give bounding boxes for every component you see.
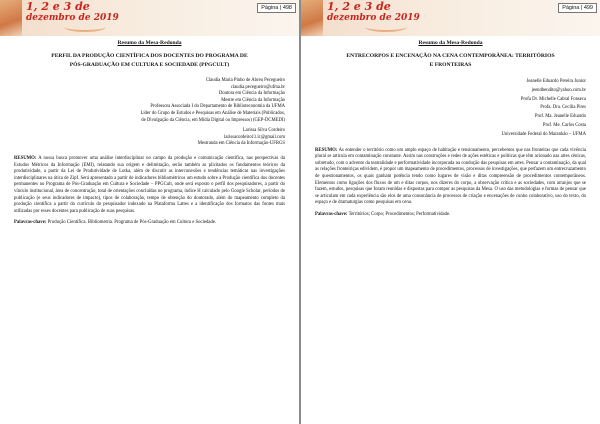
abstract bbox=[315, 148, 586, 207]
keywords-text: Produção Científica. Bibliometria. Programa de Pós-Graduação em Cultura e Sociedade. bbox=[47, 220, 217, 226]
keywords bbox=[14, 220, 285, 227]
document-page-left bbox=[0, 0, 299, 424]
paper-title bbox=[14, 52, 285, 70]
paper-title-line: PÓS-GRADUAÇÃO EM CULTURA E SOCIEDADE (PPGCULT) bbox=[69, 62, 230, 68]
section-title: Resumo da Mesa-Redonda bbox=[117, 40, 182, 46]
author-line: Doutora em Ciência da Informação bbox=[218, 91, 285, 97]
author-line: jeendbendito@yahoo.com.br bbox=[531, 87, 586, 93]
author-line: de Divulgação da Ciência, em Mídia Digital ou Impressos) (GEP-DCMEDI) bbox=[141, 117, 285, 123]
page-content bbox=[14, 40, 285, 227]
page-content bbox=[315, 40, 586, 219]
banner-swoosh bbox=[64, 22, 106, 32]
author-block bbox=[315, 78, 586, 140]
author-line: Professora Associada I do Departamento de Biblioteconomia da UFMA bbox=[150, 104, 285, 110]
author-line: claudia.pecegueiro@ufma.br bbox=[230, 84, 285, 90]
event-banner bbox=[301, 0, 600, 36]
abstract bbox=[14, 156, 285, 215]
page-number: Página | 498 bbox=[257, 3, 296, 13]
section-title: Resumo da Mesa-Redonda bbox=[418, 40, 483, 46]
author-line: Claudia Maria Pinho de Abreu Pecegueiro bbox=[205, 78, 285, 83]
abstract-text: A nossa busca promover uma análise interdisciplinar no campo da produção e comunicação científica, nas perspectivas da Estudos Métricos da Informação (EMI), relatando sua origem e delimitação, serão também as plicitados os fundamentos teóricos da produtividade, a partir da Lei de Produtividade de Lotka, além de discutir as interconexões e tendências temáticas nas investigações interdisciplinares na ótica de Zipf. Será apresentado a partir de indicadores bibliométricos um estudo sobre a Produção científica dos docentes permanentes no Programa de Pós-Graduação em Cultura e Sociedade – PPGCult, onde será exposto o perfil dos pesquisadores, a partir do vínculo institucional, área de concentração, total de orientações concluídas no programa, índice H calculado pelo Google Scholar, períodos de publicação (e seus indicadores de impacto), tipos de colaboração, tempo de obtenção do doutorado, além do mapeamento completo da produção científica a partir do currículo do pesquisador indexado na Plataforma Lattes e a identificação dos formatos das fontes mais utilizadas por esses docentes para publicação de suas pesquisas. bbox=[14, 155, 285, 214]
abstract-label: RESUMO: bbox=[14, 155, 37, 161]
author-line: Larissa Silva Cordeiro bbox=[242, 128, 285, 134]
banner-swoosh bbox=[365, 22, 407, 32]
event-date: 1, 2 e 3 de dezembro de 2019 bbox=[327, 0, 420, 23]
event-date: 1, 2 e 3 de dezembro de 2019 bbox=[26, 0, 119, 23]
author-line: Prof. Ma. Jeanelle Eduardo bbox=[534, 114, 586, 120]
banner-decoration bbox=[0, 0, 22, 36]
author-line: Profa. Dra. Cecília Pires bbox=[540, 105, 586, 111]
author-line: Profa Dr. Michelle Cabral Fonseca bbox=[520, 96, 586, 102]
event-banner bbox=[0, 0, 299, 36]
paper-title-line: ENTRECORPOS E ENCENAÇÃO NA CENA CONTEMPORÂNEA: TERRITÓRIOS bbox=[346, 53, 555, 59]
author-block bbox=[14, 78, 285, 148]
banner-decoration bbox=[301, 0, 323, 36]
keywords-text: Territórios; Corpo; Procedimentos; Performatividade. bbox=[348, 211, 451, 217]
paper-title-line: E FRONTEIRAS bbox=[429, 62, 472, 68]
keywords-label: Palavras-chave: bbox=[14, 220, 47, 226]
author-line: Universidade Federal do Maranhão – UFMA bbox=[501, 131, 586, 137]
page-number: Página | 499 bbox=[558, 3, 597, 13]
author-line: larissacordeiro11.lc@gmail.com bbox=[224, 134, 285, 140]
author-line: Líder do Grupo de Estudos e Pesquisas em Análise de Materiais (Publicados, bbox=[140, 110, 285, 116]
paper-title-line: PERFIL DA PRODUÇÃO CIENTÍFICA DOS DOCENTES DO PROGRAMA DE bbox=[51, 53, 248, 59]
author-line: Jeanelle Eduardo Pereira Junior bbox=[526, 79, 586, 84]
author-line: Mestranda em Ciência da Informação-UFRGS bbox=[197, 141, 285, 147]
author-line: Mestre em Ciência da Informação bbox=[221, 97, 285, 103]
paper-title bbox=[315, 52, 586, 70]
keywords bbox=[315, 212, 586, 219]
keywords-label: Palavras-chave: bbox=[315, 211, 348, 217]
abstract-text: As entender o território como um amplo espaço de habitação e tensionamento, percebemos que nas fronteiras que cada vivência plural se articula em contaminação constante. Assim nas construções e redes de ações estéticas e políticas que têm acionado nas artes cênicas, sobretudo, com o advento da teatralidade e performatividade incorporada na condução das pesquisas em artes. Pensar a contaminação, da qual as relações fronteiriças edividem, é propor um mapeamento de procedimentos, processos de investigações, que perfazem um entrecruzamento de questionamentos, os quais ganham potência tendo como lugares de visão e ditas compreensão de procedimentos contemporâneos. Elementos como ligações dos fluxos de um e ditas corpos, nos dizeres do corpo, a observação crítica e as sociedades, com arranjos que se fazem, estudos, pesquisas que foram reunidas e dispostas para compor as pesquisas da Mesa. O uso das metodologias e formas de pensar que se articulam em cada experiência são elos de uma consonância de processos de criação e encenações de cunho colaborativo, uso do texto, do espaço e de dramaturgias como pesquisas em cena. bbox=[315, 147, 586, 206]
document-page-right bbox=[301, 0, 600, 424]
abstract-label: RESUMO: bbox=[315, 147, 338, 153]
author-line: Prof. Me. Carlos Costa bbox=[542, 122, 586, 128]
